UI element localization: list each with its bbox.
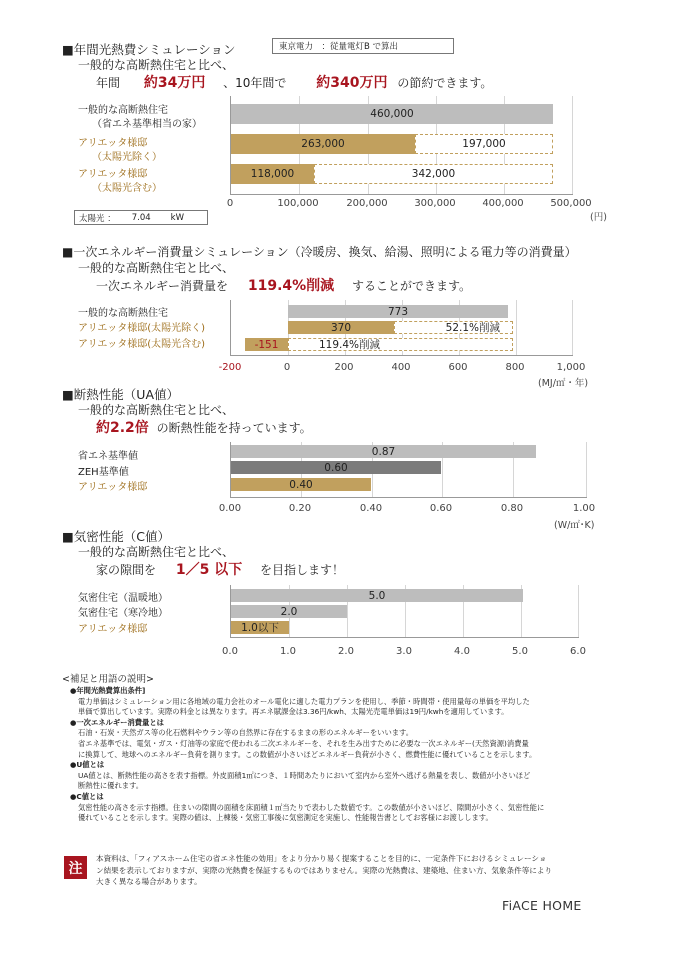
energy-bar-general: 773	[288, 305, 508, 318]
ua-cat-arietta: アリエッタ様邸	[78, 482, 148, 493]
annual-lead-10y: 、10年間で	[223, 76, 287, 90]
ua-unit: (W/㎡･K)	[554, 520, 595, 531]
annual-bar-insolar-saving: 342,000	[314, 164, 553, 184]
c-lead2: 家の隙間を 1／5 以下 を目指します！	[96, 562, 345, 578]
annual-lead2	[96, 72, 492, 92]
c-bar-cold: 2.0	[231, 605, 347, 618]
annual-lead-year: 年間	[96, 76, 121, 90]
solar-box: 太陽光 ： 7.04 kW	[74, 210, 208, 225]
energy-bar-insolar-reduction: 119.4%削減	[288, 338, 513, 351]
notes-body: ●年間光熱費算出条件] 電力単価はシミュレーション用に各地域の電力会社のオール電化に適した電力プランを使用し、季節・時間帯・使用量毎の単価を平均した 単価で算出しています。実際の料金とは異なります。再エネ賦課金は3.36円/kwh、太陽光売電単価は19円/kwhを適用しています。 ●一次エネルギー消費量とは 石油・石炭・天然ガス等の化石燃料やウラン等の自然界に存在するままの形のエネルギーをいいます。 省エネ基準では、電気・ガス・灯油等の家庭で使われる二次エネルギーを、それを生み出すために必要な一次エネルギー(天然資源)消費量 に換算して、地球へのエネルギー負荷を測ります。この数値が小さいほどエネルギー負荷が小さく、燃費性能に優れていることを示します。 ●U値とは UA値とは、断熱性能の高さを表す指標。外皮面積1㎡につき、１時間あたりにおいて室内から室外へ逃げる熱量を表し、数値が小さいほど 断熱性に優れます。 ●C値とは 気密性能の高さを示す指標。住まいの隙間の面積を床面積１㎡当たりで表わした数値です。この数値が小さいほど、隙間が小さく、気密性能に 優れていることを示します。実際の値は、上棟後・気密工事後に気密測定を実施し、性能報告書としてお客様にお渡しします。	[70, 686, 545, 823]
c-bar-warm: 5.0	[231, 589, 523, 602]
c-bar-arietta: 1.0以下	[231, 621, 289, 634]
energy-cat-insolar: アリエッタ様邸(太陽光含む)	[78, 339, 206, 350]
ua-bar-zeh: 0.60	[231, 461, 441, 474]
notes-heading: <補足と用語の説明>	[62, 674, 154, 685]
ua-cat-standard: 省エネ基準値	[78, 451, 138, 462]
energy-bar-insolar: -151	[245, 338, 288, 351]
annual-saving-10y: 約340万円	[316, 75, 388, 91]
ua-lead1: 一般的な高断熱住宅と比べ、	[78, 403, 235, 417]
annual-saving-year: 約34万円	[143, 75, 206, 91]
annual-cat-insolar: アリエッタ様邸 （太陽光含む）	[78, 169, 162, 194]
annual-x-ticks: 0 100,000 200,000 300,000 400,000 500,000	[226, 198, 592, 209]
ua-bar-standard: 0.87	[231, 445, 536, 458]
energy-lead2: 一次エネルギー消費量を 119.4%削減 することができます。	[96, 278, 472, 294]
annual-bar-insolar-cost: 118,000	[231, 164, 314, 184]
energy-reduction: 119.4%削減	[247, 278, 335, 294]
c-cat-arietta: アリエッタ様邸	[78, 624, 148, 635]
annual-lead-end: の節約できます。	[397, 76, 493, 90]
annual-cat-general: 一般的な高断熱住宅 （省エネ基準相当の家）	[78, 105, 202, 130]
c-ratio: 1／5 以下	[175, 562, 243, 578]
c-cat-warm: 気密住宅（温暖地）	[78, 593, 168, 604]
ua-x-ticks: 0.00 0.20 0.40 0.60 0.80 1.00	[218, 503, 596, 514]
energy-title: ■一次エネルギー消費量シミュレーション（冷暖房、換気、給湯、照明による電力等の消費量）	[62, 245, 577, 259]
brand-logo: FiACE HOME	[502, 898, 582, 913]
annual-lead1: 一般的な高断熱住宅と比べ、	[78, 58, 235, 72]
ua-title: ■断熱性能（UA値）	[62, 387, 180, 402]
ua-lead2: 約2.2倍 の断熱性能を持っています。	[96, 420, 312, 436]
c-x-ticks: 0.0 1.0 2.0 3.0 4.0 5.0 6.0	[222, 646, 586, 657]
energy-unit: (MJ/㎡・年)	[538, 378, 589, 389]
energy-cat-general: 一般的な高断熱住宅	[78, 308, 168, 319]
energy-cat-exsolar: アリエッタ様邸(太陽光除く)	[78, 323, 206, 334]
annual-chart	[230, 96, 573, 195]
caution-badge: 注	[64, 856, 87, 879]
energy-chart	[230, 300, 573, 356]
plan-box: 東京電力 ：従量電灯B で算出	[272, 38, 454, 54]
c-chart	[230, 585, 579, 638]
annual-bar-exsolar-saving: 197,000	[415, 134, 553, 154]
ua-ratio: 約2.2倍	[96, 420, 149, 436]
energy-x-ticks: -200 0 200 400 600 800 1,000	[218, 362, 586, 373]
c-cat-cold: 気密住宅（寒冷地）	[78, 608, 168, 619]
c-title: ■気密性能（C値）	[62, 529, 171, 544]
c-lead1: 一般的な高断熱住宅と比べ、	[78, 545, 235, 559]
annual-title: ■年間光熱費シミュレーション	[62, 42, 236, 57]
energy-lead1: 一般的な高断熱住宅と比べ、	[78, 261, 235, 275]
annual-bar-exsolar-cost: 263,000	[231, 134, 415, 154]
ua-cat-zeh: ZEH基準値	[78, 467, 129, 478]
energy-bar-exsolar: 370	[288, 321, 394, 334]
annual-cat-exsolar: アリエッタ様邸 （太陽光除く）	[78, 138, 162, 163]
annual-bar-general: 460,000	[231, 104, 553, 124]
annual-unit: (円)	[590, 212, 607, 223]
ua-chart	[230, 442, 587, 498]
ua-bar-arietta: 0.40	[231, 478, 371, 491]
caution-text: 本資料は、「フィアスホーム住宅の省エネ性能の効用」をより分かり易く提案することを目的に、一定条件下におけるシミュレーショ ン結果を表示しておりますが、実際の光熱費を保証するものではありません。実際の光熱費は、建築地、住まい方、気象条件等により 大きく異なる場合があります。	[96, 854, 553, 886]
energy-bar-exsolar-reduction: 52.1%削減	[394, 321, 513, 334]
